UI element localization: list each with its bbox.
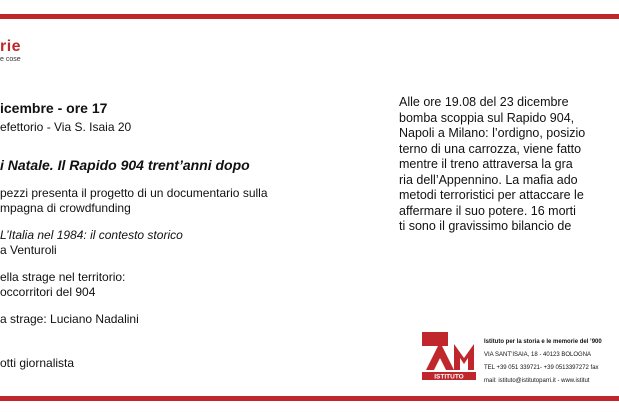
logo-tagline: e cose: [0, 56, 21, 63]
program-line: a Venturoli: [0, 243, 57, 257]
program-line: occorritori del 904: [0, 285, 96, 299]
bottom-red-bar: [0, 396, 619, 401]
paragraph-line: mentre il treno attraversa la gra: [399, 157, 573, 171]
institute-name: Istituto per la storia e le memorie del ’900: [484, 339, 602, 345]
program-line: pezzi presenta il progetto di un documentario sulla: [0, 186, 268, 200]
paragraph-line: ti sono il gravissimo bilancio de: [399, 219, 572, 233]
paragraph-line: affermare il suo potere. 16 morti: [399, 203, 576, 218]
institute-address: VIA SANT’ISAIA, 18 - 40123 BOLOGNA: [484, 352, 592, 358]
paragraph-line: ria dell’Appennino. La mafia ado: [399, 172, 578, 187]
institute-address-block: [484, 336, 602, 388]
event-title: i Natale. Il Rapido 904 trent’anni dopo: [0, 157, 250, 173]
program-line: L’Italia nel 1984: il contesto storico: [0, 228, 183, 242]
top-red-bar: [0, 14, 619, 19]
paragraph-line: metodi terroristici per attaccare le: [399, 188, 584, 202]
institute-phone: TEL +39 051 339721- +39 0513397272 fax: [484, 365, 599, 371]
institute-logo-text: ISTITUTO: [434, 373, 464, 381]
program-line: mpagna di crowdfunding: [0, 201, 131, 215]
paragraph-line: Alle ore 19.08 del 23 dicembre: [399, 95, 569, 109]
logo-wordmark: rie: [0, 38, 22, 55]
paragraph-line: terno di una carrozza, viene fatto: [399, 141, 582, 156]
event-date: icembre - ore 17: [0, 100, 108, 116]
program-line: ella strage nel territorio:: [0, 270, 126, 284]
paragraph-line: Napoli a Milano: l’ordigno, posizio: [399, 126, 586, 140]
program-line: a strage: Luciano Nadalini: [0, 312, 139, 326]
event-venue: efettorio - Via S. Isaia 20: [0, 120, 132, 134]
paragraph-line: bomba scoppia sul Rapido 904,: [399, 110, 575, 125]
institute-contacts: mail: istituto@istitutoparri.it - www.istitut: [484, 378, 590, 384]
body-paragraph: [399, 95, 619, 235]
program-line: otti giornalista: [0, 356, 75, 370]
institute-logo-icon: [420, 330, 478, 384]
